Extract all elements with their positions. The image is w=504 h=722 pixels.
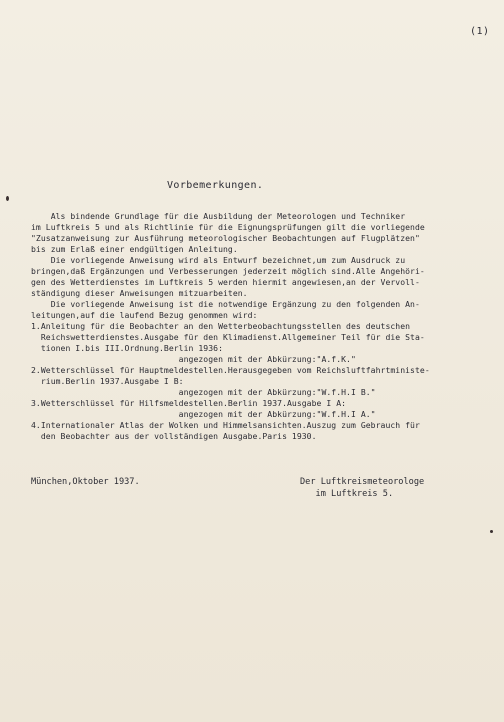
abbreviation-line: angezogen mit der Abkürzung:"W.f.H.I A." <box>31 409 376 419</box>
list-item: 1.Anleitung für die Beobachter an den Wetterbeobachtungsstellen des deutschen <box>31 321 411 331</box>
place-date: München,Oktober 1937. <box>31 477 140 487</box>
list-item: tionen I.bis III.Ordnung.Berlin 1936: <box>31 343 223 353</box>
body-line: gen des Wetterdienstes im Luftkreis 5 werden hiermit angewiesen,an der Vervoll- <box>31 277 420 287</box>
signature-title: Der Luftkreismeteorologe <box>300 477 425 487</box>
signature-block <box>300 476 424 500</box>
body-line: ständigung dieser Anweisungen mitzuarbeiten. <box>31 288 248 298</box>
body-line: im Luftkreis 5 und als Richtlinie für die Eignungsprüfungen gilt die vorliegende <box>31 222 425 232</box>
body-line: Die vorliegende Anweisung wird als Entwurf bezeichnet,um zum Ausdruck zu <box>31 255 406 265</box>
list-item: 2.Wetterschlüssel für Hauptmeldestellen.Herausgegeben vom Reichsluftfahrtministe- <box>31 365 430 375</box>
abbreviation-line: angezogen mit der Abkürzung:"A.f.K." <box>31 354 356 364</box>
list-item: Reichswetterdienstes.Ausgabe für den Klimadienst.Allgemeiner Teil für die Sta- <box>31 332 425 342</box>
page-title: Vorbemerkungen. <box>167 180 264 191</box>
signature-location: im Luftkreis 5. <box>300 489 394 499</box>
binder-hole-mark <box>6 196 9 201</box>
body-line: leitungen,auf die laufend Bezug genommen wird: <box>31 310 258 320</box>
ink-spot-mark <box>490 530 493 533</box>
body-line: bis zum Erlaß einer endgültigen Anleitung. <box>31 244 238 254</box>
list-item: den Beobachter aus der vollständigen Ausgabe.Paris 1930. <box>31 431 317 441</box>
body-text <box>31 211 496 442</box>
list-item: rium.Berlin 1937.Ausgabe I B: <box>31 376 184 386</box>
body-line: "Zusatzanweisung zur Ausführung meteorologischer Beobachtungen auf Flugplätzen" <box>31 233 420 243</box>
body-line: Die vorliegende Anweisung ist die notwendige Ergänzung zu den folgenden An- <box>31 299 420 309</box>
body-line: bringen,daß Ergänzungen und Verbesserungen jederzeit möglich sind.Alle Angehöri- <box>31 266 425 276</box>
body-line: Als bindende Grundlage für die Ausbildung der Meteorologen und Techniker <box>31 211 406 221</box>
list-item: 3.Wetterschlüssel für Hilfsmeldestellen.Berlin 1937.Ausgabe I A: <box>31 398 347 408</box>
abbreviation-line: angezogen mit der Abkürzung:"W.f.H.I B." <box>31 387 376 397</box>
page-number: (1) <box>470 26 490 37</box>
list-item: 4.Internationaler Atlas der Wolken und Himmelsansichten.Auszug zum Gebrauch für <box>31 420 420 430</box>
